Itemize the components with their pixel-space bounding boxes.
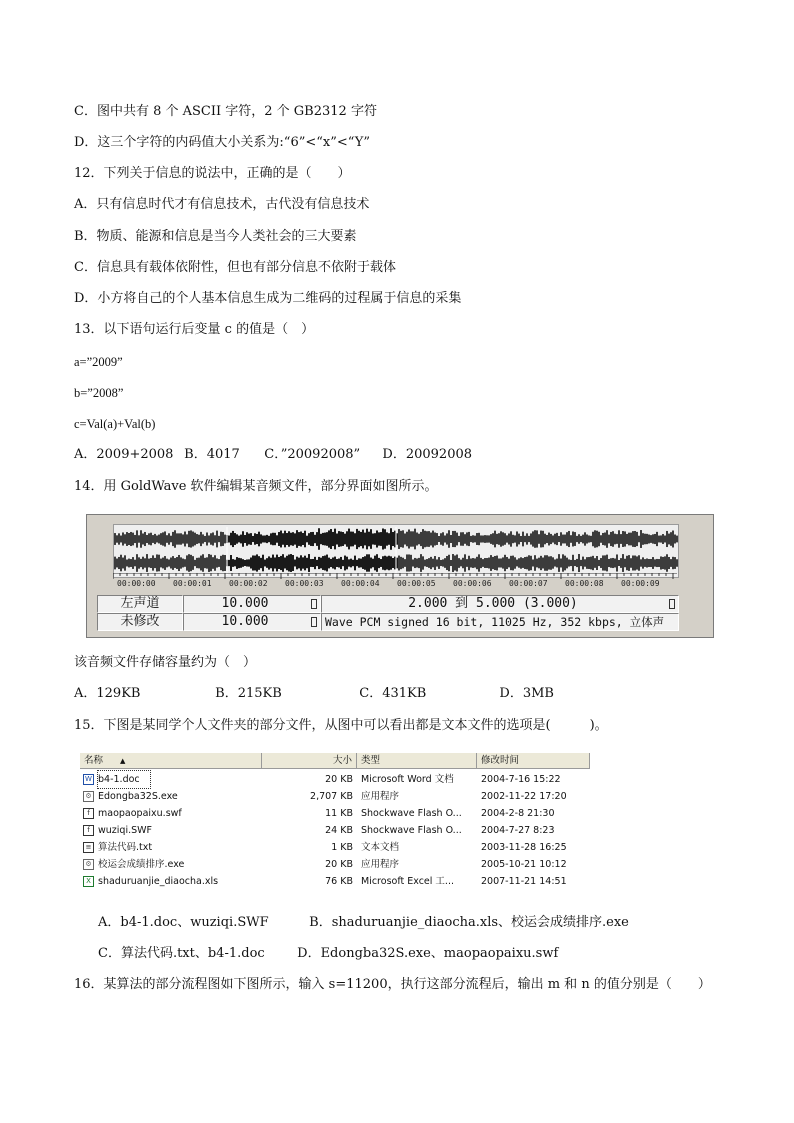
file-size: 24 KB [325, 825, 353, 836]
file-size: 2,707 KB [310, 791, 353, 802]
field-marker-icon [311, 599, 317, 609]
column-header-size[interactable] [262, 753, 357, 768]
file-modified: 2005-10-21 10:12 [481, 859, 567, 870]
column-header-label: 修改时间 [481, 755, 520, 766]
file-row[interactable] [80, 805, 590, 822]
format-field [321, 613, 679, 631]
q14-option-d: D．3MB [499, 686, 554, 701]
file-row[interactable] [80, 771, 590, 788]
file-name: Edongba32S.exe [98, 791, 178, 802]
q15-option-d: D．Edongba32S.exe、maopaopaixu.swf [297, 946, 559, 961]
q13-option-a: A．2009+2008 [74, 447, 174, 462]
file-type: Microsoft Word 文档 [361, 774, 454, 785]
file-size: 11 KB [325, 808, 353, 819]
file-row[interactable] [80, 788, 590, 805]
time-ruler [113, 573, 677, 593]
file-modified: 2003-11-28 16:25 [481, 842, 567, 853]
file-type-icon: ⚙ [83, 791, 94, 802]
code-line-a: a=”2009” [74, 355, 123, 369]
channel-field[interactable] [97, 595, 183, 613]
file-row[interactable] [80, 839, 590, 856]
file-name: 校运会成绩排序.exe [98, 859, 185, 870]
file-type: Microsoft Excel 工... [361, 876, 454, 887]
q15-option-b: B．shaduruanjie_diaocha.xls、校运会成绩排序.exe [309, 915, 629, 930]
field-marker-icon [311, 617, 317, 627]
file-modified: 2004-2-8 21:30 [481, 808, 555, 819]
file-type: 应用程序 [361, 791, 400, 802]
file-row[interactable] [80, 873, 590, 890]
file-name: shaduruanjie_diaocha.xls [98, 876, 219, 887]
file-list-header [80, 753, 590, 769]
selection-field[interactable] [321, 595, 679, 613]
file-row[interactable] [80, 856, 590, 873]
q14-option-a: A．129KB [74, 686, 141, 701]
file-modified: 2007-11-21 14:51 [481, 876, 567, 887]
file-size: 20 KB [325, 774, 353, 785]
q15-options-row1 [98, 915, 629, 931]
q15-stem: 15．下图是某同学个人文件夹的部分文件，从图中可以看出都是文本文件的选项是( )。 [74, 718, 608, 733]
tick-label: 00:00:01 [173, 579, 212, 588]
q13-options [74, 447, 472, 463]
q12-option-c: C．信息具有载体依附性，但也有部分信息不依附于载体 [74, 260, 396, 275]
column-header-type[interactable] [357, 753, 477, 768]
tick-label: 00:00:06 [453, 579, 492, 588]
tick-label: 00:00:09 [621, 579, 660, 588]
column-header-name[interactable] [80, 753, 262, 768]
q13-option-c: C．”20092008” [264, 447, 361, 462]
file-list [80, 753, 590, 893]
file-name: 算法代码.txt [98, 842, 153, 853]
q16-stem: 16．某算法的部分流程图如下图所示，输入 s=11200，执行这部分流程后，输出 m 和 n 的值分别是（ ） [74, 977, 711, 992]
tick-label: 00:00:07 [509, 579, 548, 588]
q12-stem: 12．下列关于信息的说法中，正确的是（ ） [74, 166, 351, 181]
q15-option-a: A．b4-1.doc、wuziqi.SWF [98, 915, 269, 930]
file-type-icon: ⚙ [83, 859, 94, 870]
q14-option-c: C．431KB [359, 686, 427, 701]
waveform-display[interactable] [113, 524, 679, 578]
file-type: 应用程序 [361, 859, 400, 870]
format-text: Wave PCM signed 16 bit, 11025 Hz, 352 kbps, 立体声 [325, 615, 665, 629]
q14-options [74, 686, 554, 702]
file-modified: 2004-7-16 15:22 [481, 774, 561, 785]
file-name: b4-1.doc [98, 771, 150, 788]
q12-option-d: D．小方将自己的个人基本信息生成为二维码的过程属于信息的采集 [74, 291, 462, 306]
q13-option-d: D．20092008 [382, 447, 473, 462]
q14-option-b: B．215KB [215, 686, 282, 701]
column-header-modified[interactable] [477, 753, 590, 768]
code-line-b: b=”2008” [74, 386, 124, 400]
file-size: 76 KB [325, 876, 353, 887]
q11-option-c: C．图中共有 8 个 ASCII 字符，2 个 GB2312 字符 [74, 104, 377, 119]
q13-option-b: B．4017 [184, 447, 240, 462]
goldwave-panel [86, 514, 714, 638]
status-field [97, 613, 183, 631]
file-type: Shockwave Flash O... [361, 825, 462, 836]
file-type: Shockwave Flash O... [361, 808, 462, 819]
tick-label: 00:00:05 [397, 579, 436, 588]
status-label: 未修改 [120, 614, 160, 629]
file-type-icon: X [83, 876, 94, 887]
q14-stem: 14．用 GoldWave 软件编辑某音频文件，部分界面如图所示。 [74, 479, 438, 494]
column-header-label: 大小 [332, 755, 352, 766]
file-modified: 2004-7-27 8:23 [481, 825, 555, 836]
file-type: 文本文档 [361, 842, 400, 853]
q11-option-d: D．这三个字符的内码值大小关系为:“6”<“x”<“Y” [74, 135, 371, 150]
volume-value: 10.000 [221, 596, 269, 611]
file-row[interactable] [80, 822, 590, 839]
q12-option-a: A．只有信息时代才有信息技术，古代没有信息技术 [74, 197, 370, 212]
waveform [114, 527, 678, 575]
channel-label: 左声道 [120, 596, 160, 611]
file-size: 20 KB [325, 859, 353, 870]
tick-label: 00:00:00 [117, 579, 156, 588]
q14-question: 该音频文件存储容量约为（ ） [74, 655, 257, 670]
file-name: wuziqi.SWF [98, 825, 152, 836]
file-type-icon: ≡ [83, 842, 94, 853]
file-name: maopaopaixu.swf [98, 808, 182, 819]
column-header-label: 名称 [84, 755, 104, 766]
q12-option-b: B．物质、能源和信息是当今人类社会的三大要素 [74, 229, 357, 244]
q13-stem: 13．以下语句运行后变量 c 的值是（ ） [74, 322, 315, 337]
sort-ascending-icon: ▲ [120, 757, 126, 765]
tick-label: 00:00:02 [229, 579, 268, 588]
selection-range: 2.000 到 5.000 (3.000) [408, 596, 578, 611]
code-line-c: c=Val(a)+Val(b) [74, 417, 156, 431]
file-modified: 2002-11-22 17:20 [481, 791, 567, 802]
length-field[interactable] [183, 613, 321, 631]
file-size: 1 KB [331, 842, 353, 853]
column-header-label: 类型 [361, 755, 381, 766]
volume-field[interactable] [183, 595, 321, 613]
q15-option-c: C．算法代码.txt、b4-1.doc [98, 946, 265, 961]
field-marker-icon [669, 599, 675, 609]
tick-label: 00:00:08 [565, 579, 604, 588]
tick-label: 00:00:04 [341, 579, 380, 588]
length-value: 10.000 [221, 614, 269, 629]
file-type-icon: W [83, 774, 94, 785]
file-type-icon: f [83, 808, 94, 819]
tick-label: 00:00:03 [285, 579, 324, 588]
q15-options-row2 [98, 946, 558, 962]
file-type-icon: f [83, 825, 94, 836]
